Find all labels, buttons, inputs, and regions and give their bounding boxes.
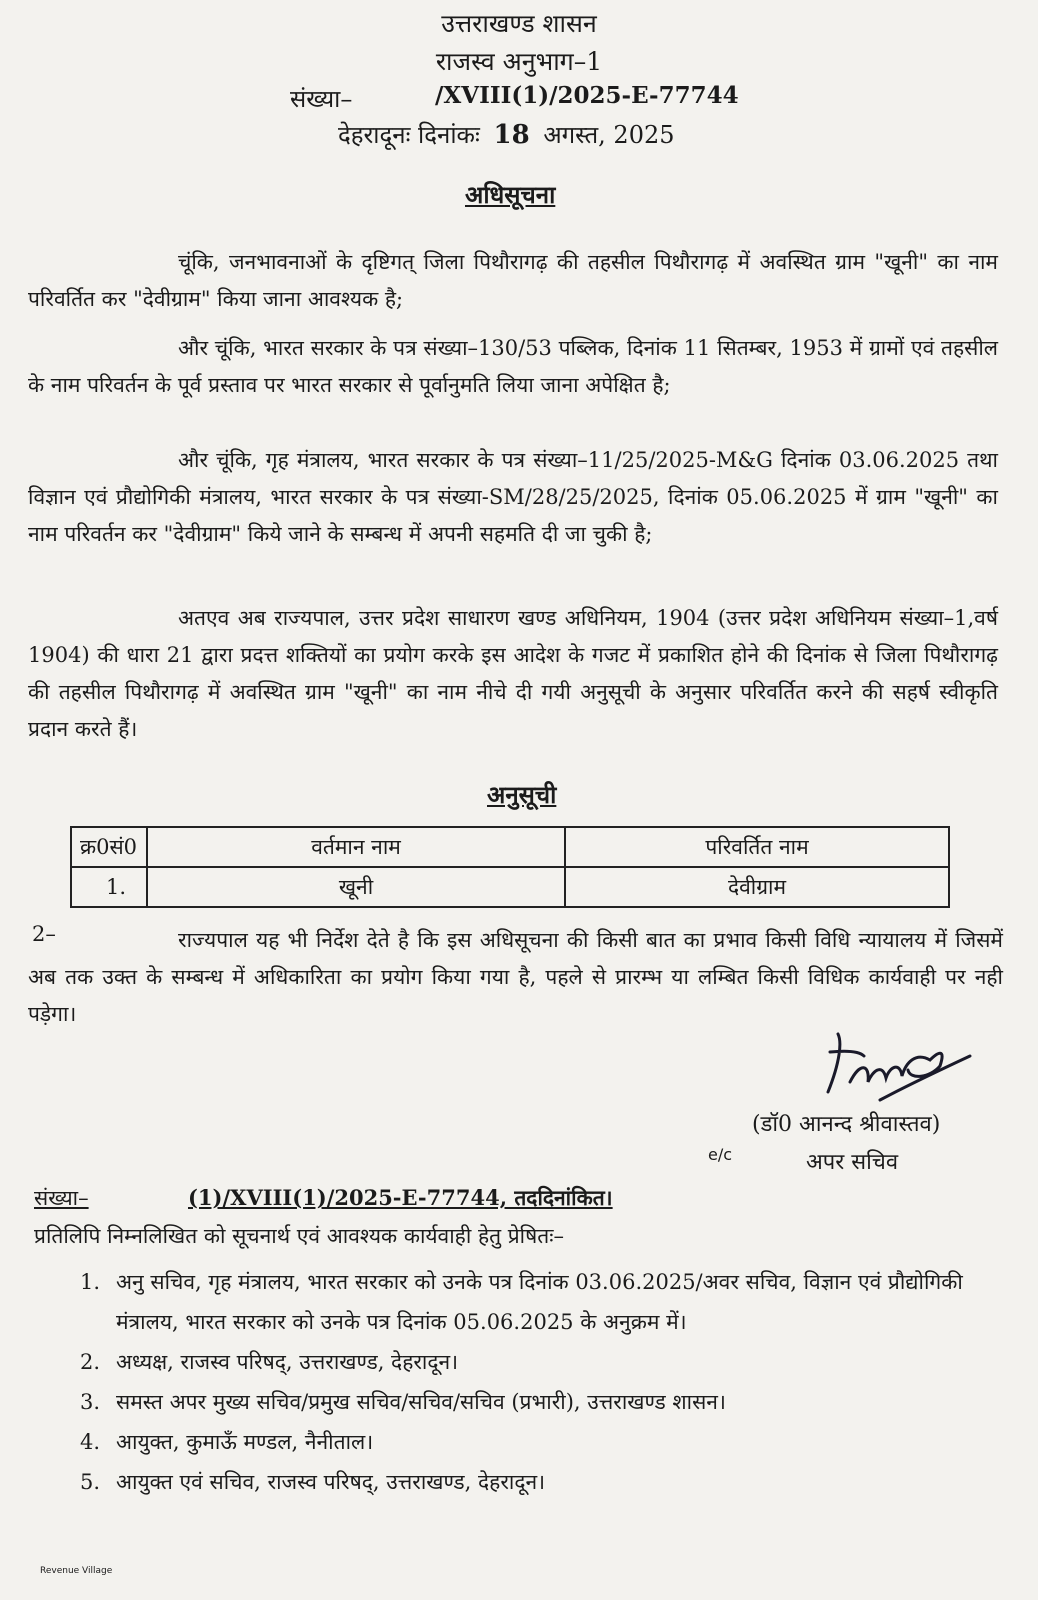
list-item-number: 2. <box>80 1350 101 1374</box>
table-row <box>71 867 949 907</box>
date-place <box>338 118 675 151</box>
copy-number-label: संख्या– <box>34 1186 89 1210</box>
copy-list <box>80 1262 1020 1502</box>
row-serial: 1. <box>71 867 147 907</box>
list-item-text: समस्त अपर मुख्य सचिव/प्रमुख सचिव/सचिव/सचिव (प्रभारी), उत्तराखण्ड शासन। <box>116 1390 726 1414</box>
paragraph-3: और चूंकि, गृह मंत्रालय, भारत सरकार के पत्र संख्या–11/25/2025-M&G दिनांक 03.06.2025 तथा विज्ञान एवं प्रौद्योगिकी मंत्रालय, भारत सरकार के पत्र संख्या-SM/28/25/2025, दिनांक 05.06.2025 में ग्राम "खूनी" का नाम परिवर्तन कर "देवीग्राम" किये जाने के सम्बन्ध में अपनी सहमति दी जा चुकी है; <box>28 448 998 546</box>
copy-number-value: (1)/XVIII(1)/2025-E-77744, तददिनांकित। <box>188 1185 613 1210</box>
list-item-number: 1. <box>80 1270 101 1294</box>
paragraph-4: अतएव अब राज्यपाल, उत्तर प्रदेश साधारण खण्ड अधिनियम, 1904 (उत्तर प्रदेश अधिनियम संख्या–1,वर्ष 1904) की धारा 21 द्वारा प्रदत्त शक्तियों का प्रयोग करके इस आदेश के गजट में प्रकाशित होने की दिनांक से जिला पिथौरागढ़ की तहसील पिथौरागढ़ में अवस्थित ग्राम "खूनी" का नाम नीचे दी गयी अनुसूची के अनुसार परिवर्तित करने की सहर्ष स्वीकृति प्रदान करते हैं। <box>28 606 998 741</box>
signatory-name: (डॉ0 आनन्द श्रीवास्तव) <box>752 1112 941 1137</box>
clause-2-number: 2– <box>32 922 56 946</box>
list-item-text: अध्यक्ष, राजस्व परिषद्, उत्तराखण्ड, देहरादून। <box>116 1350 459 1374</box>
list-item-text: अनु सचिव, गृह मंत्रालय, भारत सरकार को उनके पत्र दिनांक 03.06.2025/अवर सचिव, विज्ञान एवं प्रौद्योगिकी मंत्रालय, भारत सरकार को उनके पत्र दिनांक 05.06.2025 के अनुक्रम में। <box>116 1270 963 1334</box>
list-item <box>80 1382 1020 1422</box>
paragraph-1: चूंकि, जनभावनाओं के दृष्टिगत् जिला पिथौरागढ़ की तहसील पिथौरागढ़ में अवस्थित ग्राम "खूनी" का नाम परिवर्तित कर "देवीग्राम" किया जाना आवश्यक है; <box>28 250 998 311</box>
signature-handwriting <box>820 1022 980 1112</box>
footer-note: Revenue Village <box>40 1566 113 1576</box>
date-month-year: अगस्त, 2025 <box>543 121 675 149</box>
copy-intro: प्रतिलिपि निम्नलिखित को सूचनार्थ एवं आवश्यक कार्यवाही हेतु प्रेषितः– <box>34 1224 564 1248</box>
schedule-table <box>70 826 950 908</box>
row-changed-name: देवीग्राम <box>565 867 949 907</box>
schedule-title: अनुसूची <box>487 780 557 809</box>
list-item-number: 4. <box>80 1430 101 1454</box>
header-changed-name: परिवर्तित नाम <box>565 827 949 867</box>
notification-title: अधिसूचना <box>465 180 556 209</box>
signatory-designation: अपर सचिव <box>806 1150 899 1175</box>
date-day: 18 <box>493 120 530 150</box>
list-item-text: आयुक्त, कुमाऊँ मण्डल, नैनीताल। <box>116 1430 374 1454</box>
list-item <box>80 1462 1020 1502</box>
list-item <box>80 1342 1020 1382</box>
schedule-header-row <box>71 827 949 867</box>
government-name: उत्तराखण्ड शासन <box>441 9 597 38</box>
list-item <box>80 1262 1020 1342</box>
date-place-label: देहरादूनः दिनांकः <box>338 121 480 149</box>
row-current-name: खूनी <box>147 867 565 907</box>
list-item <box>80 1422 1020 1462</box>
list-item-text: आयुक्त एवं सचिव, राजस्व परिषद्, उत्तराखण्ड, देहरादून। <box>116 1470 546 1494</box>
notification-number: /XVIII(1)/2025-E-77744 <box>435 82 739 109</box>
number-label: संख्या– <box>290 85 353 113</box>
list-item-number: 5. <box>80 1470 101 1494</box>
header-current-name: वर्तमान नाम <box>147 827 565 867</box>
oc-mark: e/c <box>708 1145 733 1164</box>
clause-2-text: राज्यपाल यह भी निर्देश देते है कि इस अधिसूचना की किसी बात का प्रभाव किसी विधि न्यायालय में जिसमें अब तक उक्त के सम्बन्ध में अधिकारिता का प्रयोग किया गया है, पहले से प्रारम्भ या लम्बित किसी विधिक कार्यवाही पर नही पड़ेगा। <box>28 928 1003 1026</box>
paragraph-2: और चूंकि, भारत सरकार के पत्र संख्या–130/53 पब्लिक, दिनांक 11 सितम्बर, 1953 में ग्रामों एवं तहसील के नाम परिवर्तन के पूर्व प्रस्ताव पर भारत सरकार से पूर्वानुमति लिया जाना अपेक्षित है; <box>28 336 998 397</box>
header-serial: क्र0सं0 <box>71 827 147 867</box>
list-item-number: 3. <box>80 1390 101 1414</box>
department-name: राजस्व अनुभाग–1 <box>435 47 603 76</box>
